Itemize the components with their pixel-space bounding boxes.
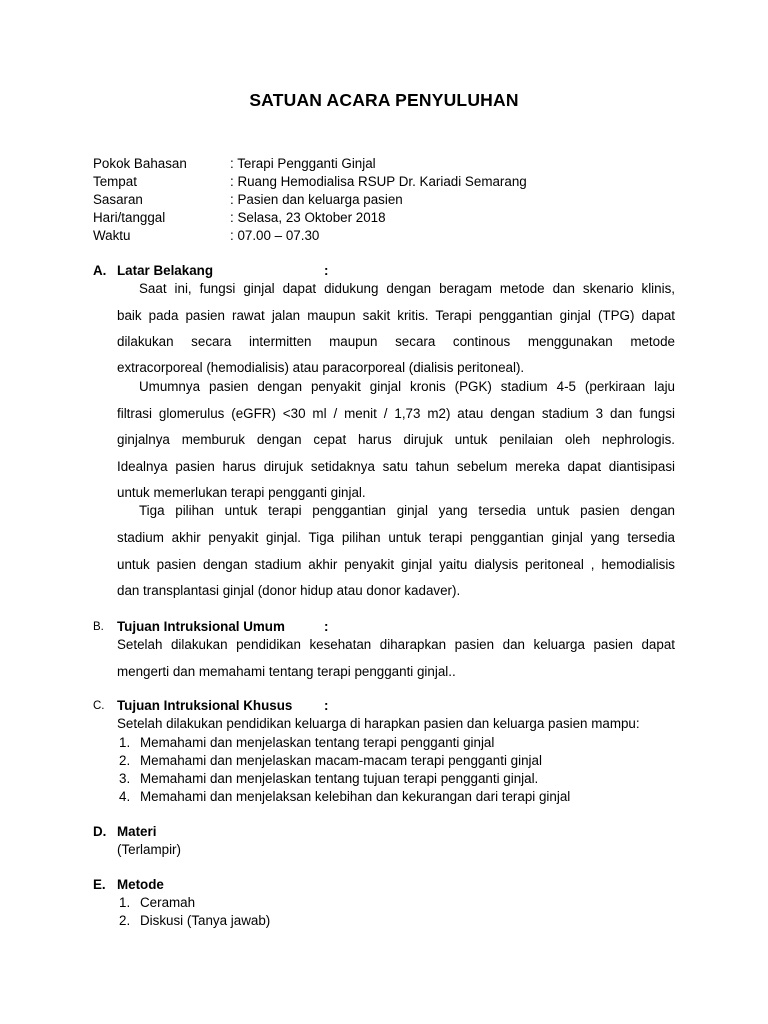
section-a-line: Saat ini, fungsi ginjal dapat didukung dengan beragam metode dan skenario klinis, [139, 281, 675, 296]
section-b-title: Tujuan Intruksional Umum [117, 619, 285, 634]
section-a-line: dan transplantasi ginjal (donor hidup atau donor kadaver). [117, 583, 461, 598]
section-a-line: extracorporeal (hemodialisis) atau paracorporeal (dialisis peritoneal). [117, 360, 525, 375]
list-item-number: 4. [119, 789, 131, 804]
info-value-hari-tanggal: : Selasa, 23 Oktober 2018 [230, 210, 386, 225]
section-a-line: untuk pasien dengan stadium akhir penyakit ginjal yaitu dialysis peritoneal , hemodialisis [117, 557, 675, 572]
info-value-tempat: : Ruang Hemodialisa RSUP Dr. Kariadi Semarang [230, 174, 527, 189]
list-item-number: 2. [119, 913, 131, 928]
info-label-waktu: Waktu [93, 228, 131, 243]
info-label-pokok-bahasan: Pokok Bahasan [93, 156, 187, 171]
section-d-title: Materi [117, 824, 157, 839]
info-value-waktu: : 07.00 – 07.30 [230, 228, 320, 243]
section-e-title: Metode [117, 877, 164, 892]
document-title: SATUAN ACARA PENYULUHAN [249, 90, 519, 110]
section-a-line: untuk memerlukan terapi pengganti ginjal. [117, 485, 366, 500]
list-item-number: 3. [119, 771, 131, 786]
list-item: Memahami dan menjelaskan macam-macam terapi pengganti ginjal [140, 753, 542, 768]
section-d-text: (Terlampir) [117, 842, 181, 857]
section-a-letter: A. [93, 263, 107, 278]
list-item: Ceramah [140, 895, 196, 910]
section-a-line: stadium akhir penyakit ginjal. Tiga pilihan untuk terapi penggantian ginjal yang tersedia [117, 530, 675, 545]
section-c-intro: Setelah dilakukan pendidikan keluarga di harapkan pasien dan keluarga pasien mampu: [117, 716, 640, 731]
section-a-colon: : [324, 263, 329, 278]
list-item: Memahami dan menjelaskan tentang tujuan terapi pengganti ginjal. [140, 771, 539, 786]
section-a-line: ginjalnya memburuk dengan cepat harus dirujuk untuk penilaian oleh nephrologis. [117, 432, 675, 447]
section-a-line: Tiga pilihan untuk terapi penggantian ginjal yang tersedia untuk pasien dengan [139, 503, 675, 518]
section-b-line: mengerti dan memahami tentang terapi pengganti ginjal.. [117, 664, 456, 679]
section-b-line: Setelah dilakukan pendidikan kesehatan diharapkan pasien dan keluarga pasien dapat [117, 637, 675, 652]
section-a-line: Umumnya pasien dengan penyakit ginjal kronis (PGK) stadium 4-5 (perkiraan laju [139, 379, 675, 394]
info-label-tempat: Tempat [93, 174, 137, 189]
list-item: Diskusi (Tanya jawab) [140, 913, 271, 928]
info-value-pokok-bahasan: : Terapi Pengganti Ginjal [230, 156, 376, 171]
section-e-letter: E. [93, 877, 106, 892]
info-label-hari-tanggal: Hari/tanggal [93, 210, 166, 225]
section-a-line: dilakukan secara intermitten maupun secara continous menggunakan metode [117, 334, 675, 349]
section-a-title: Latar Belakang [117, 263, 214, 278]
section-a-line: baik pada pasien rawat jalan maupun sakit kritis. Terapi penggantian ginjal (TPG) dapat [117, 308, 675, 323]
section-c-colon: : [324, 698, 329, 713]
list-item-number: 2. [119, 753, 131, 768]
section-b-letter: B. [93, 621, 104, 633]
list-item-number: 1. [119, 735, 131, 750]
list-item-number: 1. [119, 895, 131, 910]
info-label-sasaran: Sasaran [93, 192, 143, 207]
section-a-line: Idealnya pasien harus dirujuk setidaknya satu tahun sebelum mereka dapat diantisipasi [117, 459, 675, 474]
info-value-sasaran: : Pasien dan keluarga pasien [230, 192, 403, 207]
list-item: Memahami dan menjelaskan tentang terapi pengganti ginjal [140, 735, 495, 750]
section-b-colon: : [324, 619, 329, 634]
section-c-title: Tujuan Intruksional Khusus [117, 698, 293, 713]
section-d-letter: D. [93, 824, 107, 839]
list-item: Memahami dan menjelaksan kelebihan dan kekurangan dari terapi ginjal [140, 789, 571, 804]
section-c-letter: C. [93, 700, 105, 712]
section-a-line: filtrasi glomerulus (eGFR) <30 ml / menit / 1,73 m2) atau dengan stadium 3 dan fungsi [117, 406, 675, 421]
